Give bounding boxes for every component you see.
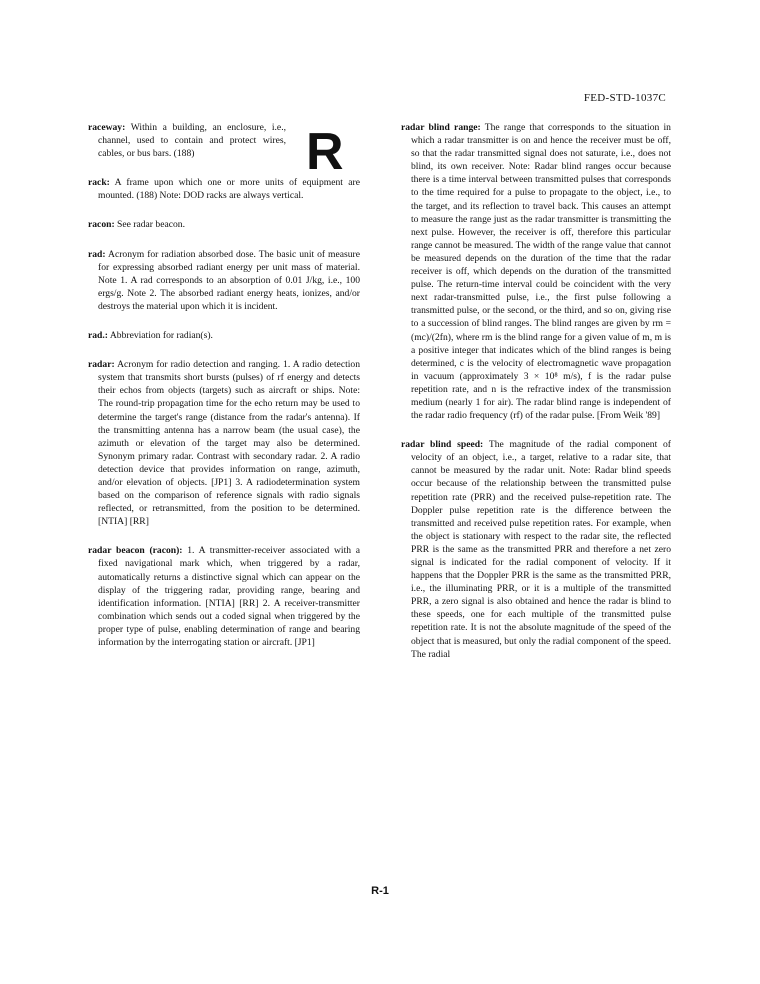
glossary-entry-radar-beacon [88,544,360,649]
entry-term: raceway: [88,122,126,133]
entry-term: radar blind speed: [401,439,484,451]
entry-definition: See radar beacon. [117,219,185,231]
entry-term: rad: [88,248,106,260]
document-id: FED-STD-1037C [583,92,666,104]
glossary-entry-radar [88,358,360,528]
entry-definition: Abbreviation for radian(s). [109,330,213,342]
left-column [88,121,360,665]
section-letter: R [306,123,344,181]
entry-definition: Acronym for radio detection and ranging. 1. A radio detection system that transmits short bursts (pulses) of rf energy and detects their echos from objects (targets) such as aircraft or ships. Note: The round-trip propagation time for the echo return may be used to determine the target's range (distance from the radar's antenna). If the transmitting antenna has a narrow beam (the usual case), the azimuth or elevation of the target may also be determined. Synonym primary radar. Contrast with secondary radar. 2. A radio detection device that provides information on range, azimuth, and/or elevation of objects. [JP1] 3. A radiodetermination system based on the comparison of reference signals with radio signals reflected, or retransmitted, from the position to be determined. [NTIA] [RR] [98,359,360,528]
glossary-entry-radar-blind-range [401,121,671,422]
glossary-entry-radar-blind-speed [401,438,671,661]
glossary-entry-racon [88,218,360,231]
entry-term: radar: [88,359,115,371]
entry-term: radar blind range: [401,122,481,133]
entry-definition: The range that corresponds to the situation in which a radar transmitter is on and hence the receiver must be off, so that the radar transmitted signal does not saturate, i.e., does not blind, its own receiver. Note: Radar blind ranges occur because there is a time interval between transmitted pulses that corresponds to the time required for a pulse to propagate to the object, i.e., to the target, and its reflection to travel back. This causes an attempt to measure the range just as the radar transmitter is transmitting the next pulse. However, the receiver is off, therefore this particular range cannot be measured. The width of the range value that cannot be measured depends on the duration of the time that the radar receiver is off, which depends on the duration of the transmitted pulse. The return-time interval could be coincident with the very next radar-transmitted pulse, i.e., the first pulse following a transmitted pulse, or the second, or the third, and so on, giving rise to a succession of blind ranges. The blind ranges are given by rm = (mc)/(2fn), where rm is the blind range for a given value of m, m is a positive integer that indicates which of the blind ranges is being determined, c is the velocity of electromagnetic wave propagation in vacuum (approximately 3 × 10⁸ m/s), f is the radar pulse repetition rate, and n is the refractive index of the transmission medium (nearly 1 for air). The radar blind range is independent of the radar radio frequency (rf) of the radar pulse. [From Weik '89] [411,122,671,422]
entry-definition: Within a building, an enclosure, i.e., channel, used to contain and protect wires, cables, or bus bars. (188) [98,122,286,160]
entry-definition: Acronym for radiation absorbed dose. The basic unit of measure for expressing absorbed radiant energy per unit mass of material. Note 1. A rad corresponds to an absorption of 0.01 J/kg, i.e., 100 ergs/g. Note 2. The absorbed radiant energy heats, ionizes, and/or destroys the material upon which it is incident. [98,248,360,312]
entry-term: rad.: [88,330,108,342]
entry-term: rack: [88,177,110,189]
glossary-entry-raceway [88,121,360,160]
entry-definition: 1. A transmitter-receiver associated with a fixed navigational mark which, when triggered by a radar, automatically returns a distinctive signal which can appear on the display of the triggering radar, providing range, bearing and identification information. [NTIA] [RR] 2. A receiver-transmitter combination which sends out a coded signal when triggered by the proper type of pulse, enabling determination of range and bearing information by the interrogating station or aircraft. [JP1] [98,545,360,648]
entry-definition: A frame upon which one or more units of equipment are mounted. (188) Note: DOD racks are always vertical. [98,177,360,202]
glossary-entry-rad [88,248,360,313]
page-number: R-1 [371,885,389,897]
glossary-entry-rad-abbrev [88,329,360,342]
glossary-entry-rack [88,176,360,202]
entry-term: racon: [88,219,115,231]
entry-definition: The magnitude of the radial component of velocity of an object, i.e., a target, relative to a radar site, that cannot be measured by the radar unit. Note: Radar blind speeds occur because of the relationship between the transmitted pulse repetition rate (PRR) and the received pulse-repetition rate. The Doppler pulse repetition rate is the difference between the transmitted and received pulse repetition rates. For example, when the object is stationary with respect to the radar site, the reflected PRR is the same as the transmitted PRR and therefore a net zero signal is indicated for the radial component of velocity. If it happens that the Doppler PRR is the same as the transmitted PRR, i.e., the illuminating PRR, or it is a multiple of the transmitted PRR, a zero signal is also obtained and hence the radar is blind to these speeds, one for each multiple of the transmitted pulse repetition rate. It is not the absolute magnitude of the speed of the object that is measured, but only the radial component of the speed. The radial [411,439,671,660]
right-column [401,121,671,677]
entry-term: radar beacon (racon): [88,545,183,557]
